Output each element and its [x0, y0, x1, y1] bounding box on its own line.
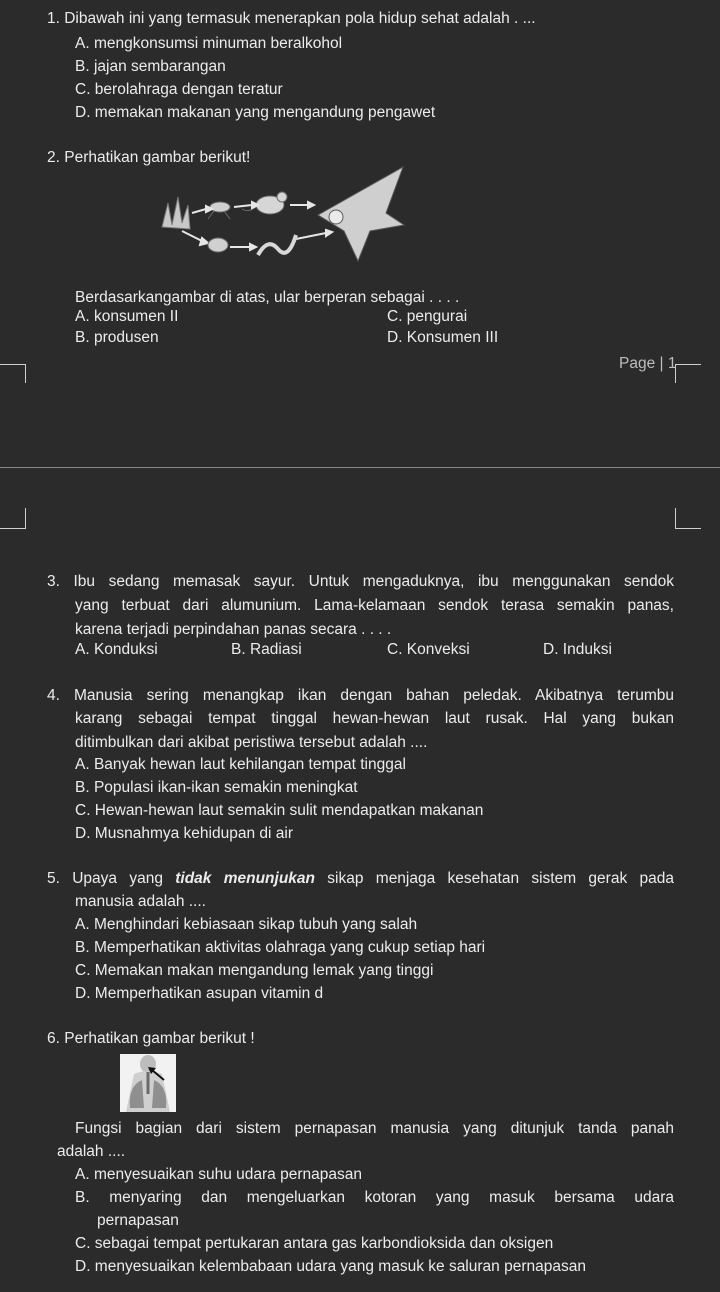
q4-option-b: B. Populasi ikan-ikan semakin meningkat [75, 779, 358, 796]
q5-line-1 [47, 867, 674, 890]
food-chain-illustration [158, 165, 408, 265]
q1-option-c: C. berolahraga dengan teratur [75, 81, 283, 98]
q4-option-a: A. Banyak hewan laut kehilangan tempat tinggal [75, 756, 406, 773]
q5-option-a: A. Menghindari kebiasaan sikap tubuh yang salah [75, 916, 418, 933]
q5-option-d: D. Memperhatikan asupan vitamin d [75, 985, 324, 1002]
q6-option-c: C. sebagai tempat pertukaran antara gas karbondioksida dan oksigen [75, 1235, 554, 1252]
page-corner-mark-top-right [675, 508, 701, 529]
q5-option-b: B. Memperhatikan aktivitas olahraga yang cukup setiap hari [75, 939, 486, 956]
q6-option-b: B. menyaring dan mengeluarkan kotoran yang masuk bersama udara [75, 1189, 674, 1206]
q4-line-3: ditimbulkan dari akibat peristiwa tersebut adalah .... [75, 734, 428, 751]
q5-emphasis: tidak menunjukan [175, 870, 315, 887]
q4-option-c: C. Hewan-hewan laut semakin sulit mendapatkan makanan [75, 802, 484, 819]
q3-option-d: D. Induksi [543, 641, 612, 658]
q3-option-b: B. Radiasi [231, 641, 302, 658]
q4-line-1: 4. Manusia sering menangkap ikan dengan bahan peledak. Akibatnya terumbu [47, 687, 674, 704]
q6-option-d: D. menyesuaikan kelembabaan udara yang masuk ke saluran pernapasan [75, 1258, 586, 1275]
page-corner-mark-bottom-right [675, 364, 701, 383]
q1-option-b: B. jajan sembarangan [75, 58, 226, 75]
page-corner-mark-top-left [0, 508, 26, 529]
q2-question: 2. Perhatikan gambar berikut! [47, 149, 251, 166]
q6-line-1: Fungsi bagian dari sistem pernapasan manusia yang ditunjuk tanda panah [75, 1120, 674, 1137]
q5-option-c: C. Memakan makan mengandung lemak yang tinggi [75, 962, 434, 979]
q2-option-a: A. konsumen II [75, 308, 179, 325]
q6-line-2: adalah .... [57, 1143, 126, 1160]
q5-pre: 5. Upaya yang [47, 870, 176, 887]
page-corner-mark-bottom-left [0, 364, 26, 383]
q3-line-2: yang terbuat dari alumunium. Lama-kelamaan sendok terasa semakin panas, [75, 597, 674, 614]
q1-option-a: A. mengkonsumsi minuman beralkohol [75, 35, 343, 52]
q2-option-c: C. pengurai [387, 308, 468, 325]
q6-option-a: A. menyesuaikan suhu udara pernapasan [75, 1166, 362, 1183]
respiratory-system-illustration [120, 1054, 176, 1112]
q4-option-d: D. Musnahmya kehidupan di air [75, 825, 293, 842]
q1-option-d: D. memakan makanan yang mengandung pengawet [75, 104, 436, 121]
q2-option-b: B. produsen [75, 329, 159, 346]
q2-prompt: Berdasarkangambar di atas, ular berperan sebagai . . . . [75, 289, 460, 306]
q5-line-2: manusia adalah .... [75, 893, 206, 910]
q3-option-a: A. Konduksi [75, 641, 158, 658]
q5-post: sikap menjaga kesehatan sistem gerak pada [315, 870, 674, 887]
q2-option-d: D. Konsumen III [387, 329, 499, 346]
q6-option-b-cont: pernapasan [97, 1212, 179, 1229]
q6-question: 6. Perhatikan gambar berikut ! [47, 1030, 255, 1047]
q3-line-1: 3. Ibu sedang memasak sayur. Untuk mengaduknya, ibu menggunakan sendok [47, 573, 674, 590]
q3-line-3: karena terjadi perpindahan panas secara . . . . [75, 621, 392, 638]
page-number: Page | 1 [619, 355, 677, 372]
page-break-divider [0, 467, 720, 468]
q3-option-c: C. Konveksi [387, 641, 470, 658]
q4-line-2: karang sebagai tempat tinggal hewan-hewan laut rusak. Hal yang bukan [75, 710, 674, 727]
q1-question: 1. Dibawah ini yang termasuk menerapkan pola hidup sehat adalah . ... [47, 10, 536, 27]
